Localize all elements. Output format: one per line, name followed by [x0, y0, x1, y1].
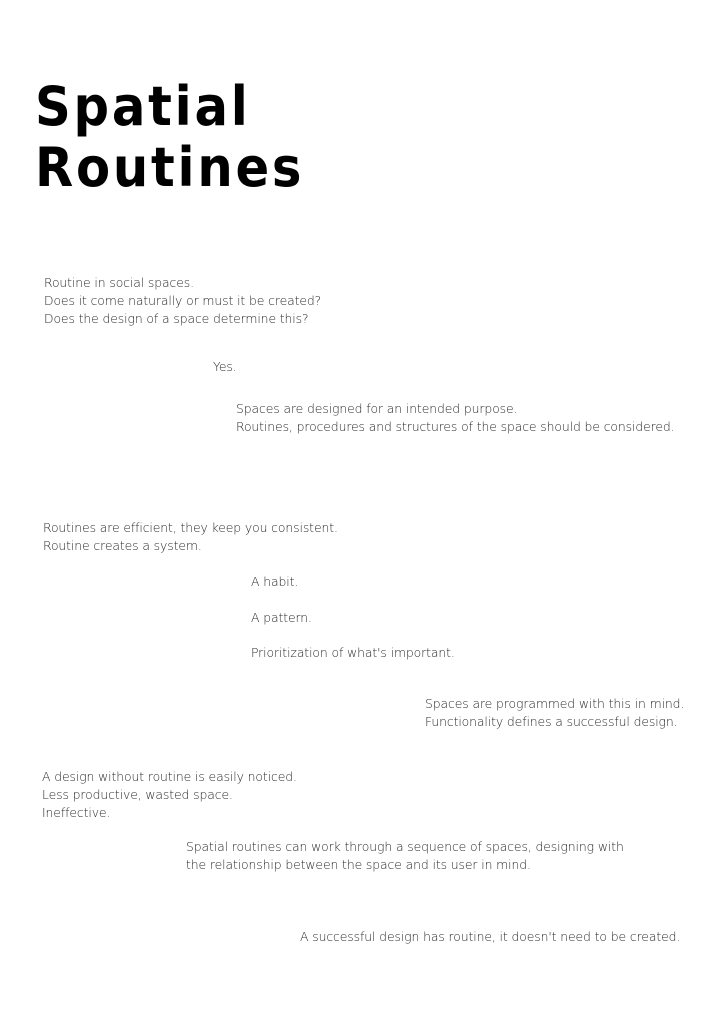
pattern-line: A pattern. — [251, 610, 312, 625]
prioritization-text — [251, 644, 455, 662]
conclusion-text — [300, 928, 680, 946]
conclusion-line: A successful design has routine, it doesn't need to be created. — [300, 929, 681, 944]
intro-line: Does the design of a space determine this? — [44, 311, 309, 326]
intro-line: Does it come naturally or must it be created? — [44, 293, 322, 308]
without-routine-line: A design without routine is easily noticed. — [42, 769, 297, 784]
without-routine-line: Less productive, wasted space. — [42, 787, 233, 802]
without-routine-line: Ineffective. — [42, 805, 111, 820]
efficiency-paragraph — [43, 519, 338, 555]
without-routine-paragraph — [42, 768, 297, 822]
efficiency-line: Routine creates a system. — [43, 538, 202, 553]
purpose-paragraph — [236, 400, 674, 436]
purpose-line: Spaces are designed for an intended purpose. — [236, 401, 518, 416]
efficiency-line: Routines are efficient, they keep you consistent. — [43, 520, 338, 535]
sequence-line: the relationship between the space and its user in mind. — [186, 857, 531, 872]
habit-text — [251, 573, 298, 591]
habit-line: A habit. — [251, 574, 299, 589]
sequence-paragraph — [186, 838, 624, 874]
title-line-1: Spatial — [35, 75, 251, 138]
answer-line: Yes. — [213, 359, 237, 374]
answer-text — [213, 358, 237, 376]
intro-line: Routine in social spaces. — [44, 275, 194, 290]
title-line-2: Routines — [35, 136, 305, 199]
prioritization-line: Prioritization of what's important. — [251, 645, 455, 660]
programmed-line: Spaces are programmed with this in mind. — [425, 696, 685, 711]
programmed-paragraph — [425, 695, 684, 731]
intro-paragraph — [44, 274, 321, 328]
pattern-text — [251, 609, 312, 627]
sequence-line: Spatial routines can work through a sequence of spaces, designing with — [186, 839, 624, 854]
purpose-line: Routines, procedures and structures of the space should be considered. — [236, 419, 675, 434]
page-title — [35, 76, 304, 198]
programmed-line: Functionality defines a successful design. — [425, 714, 678, 729]
